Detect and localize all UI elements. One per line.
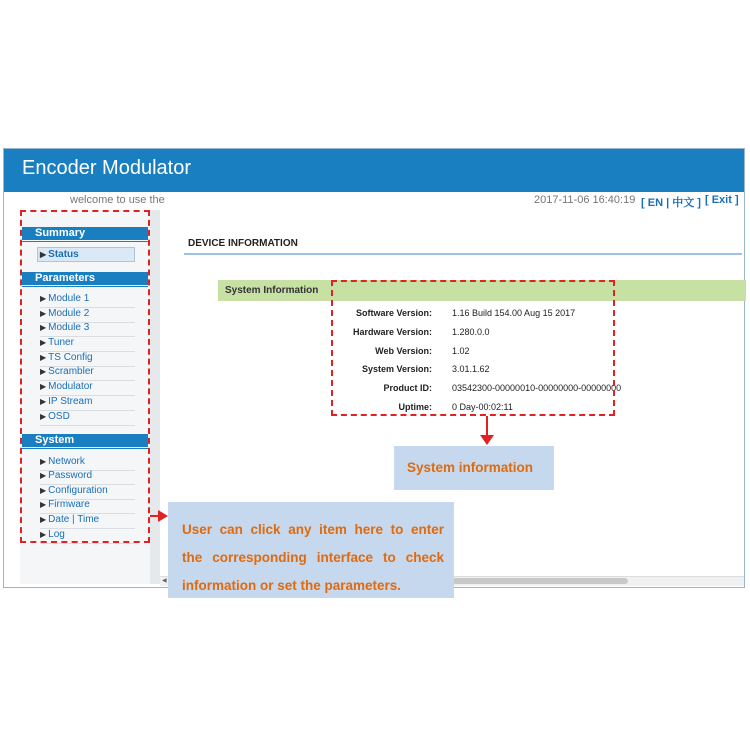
product-id-label: Product ID: xyxy=(383,383,432,393)
triangle-icon: ▶ xyxy=(40,500,47,509)
sidebar-callout xyxy=(168,502,454,598)
sidebar-item-label: Date | Time xyxy=(48,514,100,525)
sidebar-section-summary: Summary xyxy=(22,227,148,240)
arrow-right-icon xyxy=(158,510,168,522)
sidebar-item-label: Scrambler xyxy=(48,366,94,377)
sidebar-section-system: System xyxy=(22,434,148,447)
software-version-value: 1.16 Build 154.00 Aug 15 2017 xyxy=(452,308,576,318)
sidebar-item-label: Firmware xyxy=(48,499,90,510)
uptime-value: 0 Day-00:02:11 xyxy=(452,402,513,412)
web-version-label: Web Version: xyxy=(375,346,432,356)
scroll-left-icon[interactable]: ◀ xyxy=(162,578,167,584)
sidebar-item-label: Module 2 xyxy=(48,308,90,319)
arrow-down-icon xyxy=(480,435,494,445)
lang-close: ] xyxy=(697,197,701,209)
triangle-icon: ▶ xyxy=(40,457,47,466)
hardware-version-label: Hardware Version: xyxy=(352,327,432,337)
triangle-icon: ▶ xyxy=(40,471,47,480)
triangle-icon: ▶ xyxy=(40,412,47,421)
product-id-value: 03542300-00000010-00000000-00000000 xyxy=(452,383,622,393)
system-version-value: 3.01.1.62 xyxy=(452,364,490,374)
sidebar-item-label: Log xyxy=(48,529,65,540)
lang-sep: | xyxy=(666,197,670,209)
triangle-icon: ▶ xyxy=(40,367,47,376)
scrollbar-thumb[interactable] xyxy=(452,578,628,584)
system-info-bar-label: System Information xyxy=(225,285,319,296)
sidebar-item-label: Network xyxy=(48,456,85,467)
triangle-icon: ▶ xyxy=(40,382,47,391)
triangle-icon: ▶ xyxy=(40,486,47,495)
app-title: Encoder Modulator xyxy=(22,157,191,179)
hardware-version-value: 1.280.0.0 xyxy=(452,327,490,337)
sidebar-divider xyxy=(150,210,160,584)
sidebar-item-label: Tuner xyxy=(48,337,74,348)
sidebar-section-parameters: Parameters xyxy=(22,272,148,285)
web-version-value: 1.02 xyxy=(452,346,470,356)
system-info-highlight-box xyxy=(331,280,622,416)
title-underline xyxy=(184,253,742,255)
triangle-icon: ▶ xyxy=(40,250,47,259)
exit-link[interactable]: [ Exit ] xyxy=(705,194,739,206)
info-bar xyxy=(4,192,744,210)
language-switch xyxy=(641,194,701,210)
sidebar-item-label: IP Stream xyxy=(48,396,93,407)
lang-en-link[interactable]: EN xyxy=(647,197,664,209)
triangle-icon: ▶ xyxy=(40,323,47,332)
lang-open: [ xyxy=(641,197,645,209)
datetime: 2017-11-06 16:40:19 xyxy=(534,194,636,206)
welcome-text: welcome to use the xyxy=(70,194,165,206)
sidebar-highlight-box xyxy=(20,210,150,543)
sidebar-item-label: Configuration xyxy=(48,485,108,496)
triangle-icon: ▶ xyxy=(40,294,47,303)
uptime-label: Uptime: xyxy=(398,402,432,412)
sidebar-item-label: Password xyxy=(48,470,93,481)
triangle-icon: ▶ xyxy=(40,353,47,362)
system-info-callout-text: System information xyxy=(407,460,534,475)
sidebar-item-label: Modulator xyxy=(48,381,93,392)
app-header xyxy=(4,149,744,192)
system-version-label: System Version: xyxy=(361,364,432,374)
sidebar-item-label: TS Config xyxy=(48,352,93,363)
page-title: DEVICE INFORMATION xyxy=(188,238,298,249)
system-info-callout xyxy=(394,446,554,490)
sidebar-item-label: Module 1 xyxy=(48,293,90,304)
callout-line-3: information or set the parameters. xyxy=(182,578,402,593)
software-version-label: Software Version: xyxy=(355,308,432,318)
sidebar-item-label: Module 3 xyxy=(48,322,90,333)
sidebar-item-label: Status xyxy=(48,249,79,260)
sidebar-callout-text xyxy=(182,516,444,600)
triangle-icon: ▶ xyxy=(40,397,47,406)
callout-line-1: User can click any item here to enter xyxy=(182,522,444,537)
triangle-icon: ▶ xyxy=(40,515,47,524)
triangle-icon: ▶ xyxy=(40,338,47,347)
triangle-icon: ▶ xyxy=(40,530,47,539)
triangle-icon: ▶ xyxy=(40,309,47,318)
callout-line-2: the corresponding interface to check xyxy=(182,550,444,565)
lang-cn-link[interactable]: 中文 xyxy=(672,197,695,209)
sidebar-item-label: OSD xyxy=(48,411,70,422)
